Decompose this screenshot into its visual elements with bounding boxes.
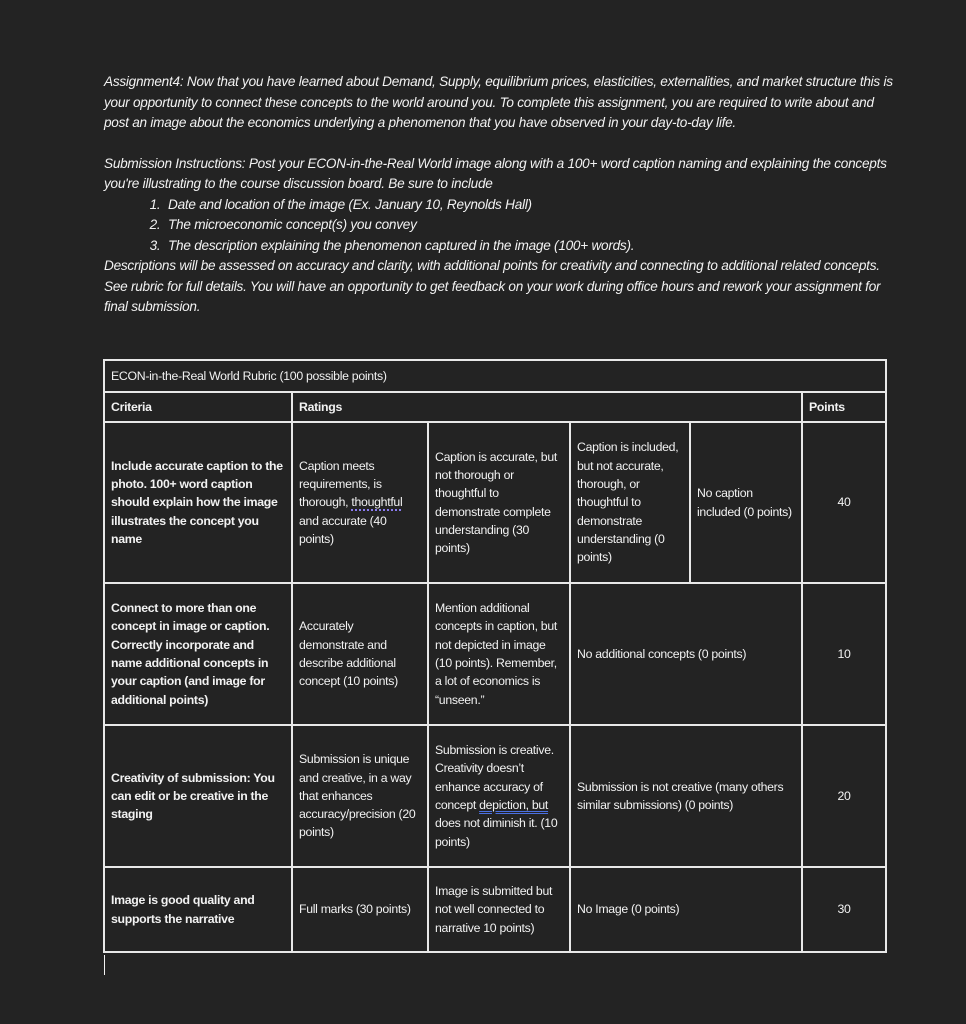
- text-cursor[interactable]: [104, 955, 105, 975]
- points-cell: 20: [802, 725, 886, 867]
- rubric-table: [103, 359, 887, 953]
- rating-cell: No additional concepts (0 points): [570, 583, 802, 725]
- rating-text: Caption meets requirements, is thorough,: [299, 458, 382, 510]
- list-item: 1. Date and location of the image (Ex. January 10, Reynolds Hall): [164, 195, 894, 216]
- header-points: Points: [802, 392, 886, 422]
- rating-cell: Caption is accurate, but not thorough or thoughtful to demonstrate complete understanding (30 points): [428, 422, 570, 583]
- rating-cell: No caption included (0 points): [690, 422, 802, 583]
- table-row: [104, 583, 886, 725]
- rating-cell: Mention additional concepts in caption, but not depicted in image (10 points). Remember, a lot of economics is “unseen.”: [428, 583, 570, 725]
- points-cell: 40: [802, 422, 886, 583]
- table-row: [104, 867, 886, 952]
- rating-cell: Full marks (30 points): [292, 867, 428, 952]
- rating-cell: Submission is not creative (many others similar submissions) (0 points): [570, 725, 802, 867]
- rating-cell: Caption is included, but not accurate, thorough, or thoughtful to demonstrate understanding (0 points): [570, 422, 690, 583]
- table-row: [104, 725, 886, 867]
- submission-instructions: Submission Instructions: Post your ECON-in-the-Real World image along with a 100+ word caption naming and explaining the concepts you're illustrating to the course discussion board. Be sure to include: [104, 155, 887, 191]
- rating-cell: [292, 422, 428, 583]
- points-cell: 30: [802, 867, 886, 952]
- criteria-cell: Connect to more than one concept in image or caption. Correctly incorporate and name additional concepts in your caption (and image for additional points): [104, 583, 292, 725]
- list-item: 2. The microeconomic concept(s) you convey: [164, 215, 894, 236]
- criteria-cell: Creativity of submission: You can edit or be creative in the staging: [104, 725, 292, 867]
- assessment-text: Descriptions will be assessed on accuracy and clarity, with additional points for creativity and connecting to additional related concepts. See rubric for full details. You will have an opportunity to get feedback on your work during office hours and rework your assignment for final submission.: [104, 258, 881, 314]
- submission-list: [104, 195, 894, 257]
- rating-cell: [428, 725, 570, 867]
- rating-cell: Image is submitted but not well connected to narrative 10 points): [428, 867, 570, 952]
- list-item: 3. The description explaining the phenomenon captured in the image (100+ words).: [164, 236, 894, 257]
- spellcheck-word: thoughtful: [351, 495, 403, 510]
- rating-text: does not diminish it. (10 points): [435, 816, 558, 849]
- assignment-description: Assignment4: Now that you have learned about Demand, Supply, equilibrium prices, elasticities, externalities, and market structure this is your opportunity to connect these concepts to the world around you. To complete this assignment, you are required to write about and post an image about the economics underlying a phenomenon that you have observed in your day-to-day life.: [104, 74, 893, 130]
- rating-cell: Accurately demonstrate and describe additional concept (10 points): [292, 583, 428, 725]
- criteria-cell: Include accurate caption to the photo. 100+ word caption should explain how the image illustrates the concept you name: [104, 422, 292, 583]
- header-ratings: Ratings: [292, 392, 802, 422]
- rating-cell: Submission is unique and creative, in a way that enhances accuracy/precision (20 points): [292, 725, 428, 867]
- assignment-instructions: [104, 72, 894, 318]
- rating-text: Submission is creative. Creativity doesn’t enhance accuracy of concept: [435, 743, 554, 812]
- rubric-title: ECON-in-the-Real World Rubric (100 possible points): [104, 360, 886, 392]
- rating-text: and accurate (40 points): [299, 513, 387, 546]
- rating-cell: No Image (0 points): [570, 867, 802, 952]
- header-criteria: Criteria: [104, 392, 292, 422]
- points-cell: 10: [802, 583, 886, 725]
- table-row: [104, 422, 886, 583]
- criteria-cell: Image is good quality and supports the narrative: [104, 867, 292, 952]
- grammar-flag: depiction, but: [479, 798, 549, 812]
